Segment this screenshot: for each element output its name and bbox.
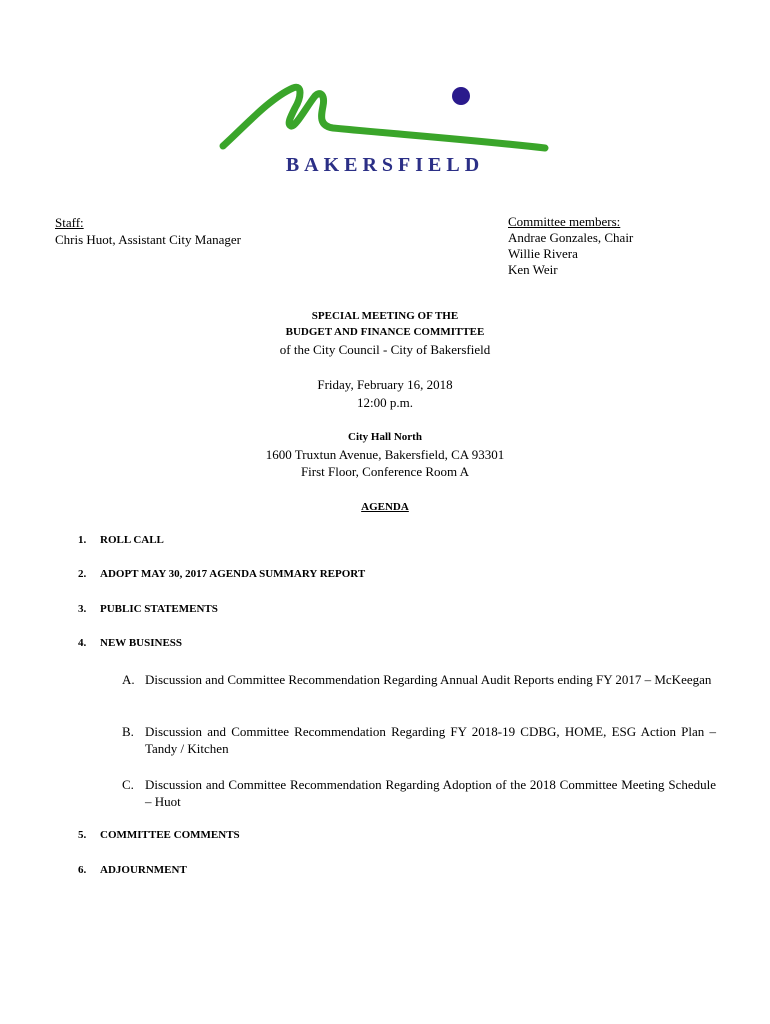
- staff-heading: Staff:: [55, 215, 84, 230]
- committee-member: Willie Rivera: [508, 246, 578, 261]
- agenda-item-public-statements: [78, 603, 218, 615]
- staff-block: [55, 214, 241, 248]
- new-business-item-b: [122, 723, 716, 757]
- sub-item-letter: A.: [122, 672, 135, 687]
- logo-swoosh-icon: [215, 78, 555, 158]
- sub-item-text: Discussion and Committee Recommendation Regarding FY 2018-19 CDBG, HOME, ESG Action Plan – Tandy / Kitchen: [145, 724, 716, 756]
- agenda-item-number: 6.: [78, 864, 87, 876]
- agenda-item-number: 2.: [78, 568, 87, 580]
- agenda-item-number: 5.: [78, 829, 87, 841]
- sub-item-text: Discussion and Committee Recommendation Regarding Annual Audit Reports ending FY 2017 – McKeegan: [145, 672, 712, 687]
- agenda-item-label: ADOPT MAY 30, 2017 AGENDA SUMMARY REPORT: [100, 568, 366, 580]
- agenda-heading: AGENDA: [361, 501, 409, 513]
- meeting-venue: City Hall North: [348, 431, 422, 443]
- agenda-item-new-business: [78, 637, 182, 649]
- meeting-time: 12:00 p.m.: [357, 395, 413, 410]
- committee-heading: Committee members:: [508, 214, 621, 229]
- new-business-item-a: [122, 671, 716, 688]
- agenda-item-adjournment: [78, 864, 187, 876]
- sub-item-letter: B.: [122, 724, 134, 739]
- meeting-title-line2: BUDGET AND FINANCE COMMITTEE: [285, 326, 485, 338]
- meeting-room: First Floor, Conference Room A: [300, 464, 470, 479]
- new-business-item-c: [122, 776, 716, 810]
- agenda-item-number: 4.: [78, 637, 87, 649]
- agenda-item-number: 1.: [78, 534, 87, 546]
- bakersfield-logo: [215, 78, 555, 178]
- staff-name: Chris Huot, Assistant City Manager: [55, 232, 241, 247]
- committee-members-block: [508, 214, 633, 278]
- agenda-item-number: 3.: [78, 603, 87, 615]
- agenda-item-label: PUBLIC STATEMENTS: [100, 603, 218, 615]
- committee-member: Andrae Gonzales, Chair: [508, 230, 634, 245]
- agenda-item-adopt-report: [78, 568, 365, 580]
- agenda-item-label: ROLL CALL: [100, 534, 164, 546]
- agenda-item-committee-comments: [78, 829, 240, 841]
- sub-item-letter: C.: [122, 777, 134, 792]
- agenda-item-label: NEW BUSINESS: [100, 637, 183, 649]
- logo-wordmark: BAKERSFIELD: [285, 154, 485, 176]
- agenda-item-label: ADJOURNMENT: [100, 864, 187, 876]
- meeting-title-line1: SPECIAL MEETING OF THE: [311, 310, 459, 322]
- meeting-subtitle: of the City Council - City of Bakersfield: [279, 342, 491, 357]
- sub-item-text: Discussion and Committee Recommendation Regarding Adoption of the 2018 Committee Meeting Schedule – Huot: [145, 777, 716, 809]
- agenda-item-label: COMMITTEE COMMENTS: [100, 829, 240, 841]
- committee-member: Ken Weir: [508, 262, 558, 277]
- meeting-date: Friday, February 16, 2018: [317, 377, 453, 392]
- agenda-item-roll-call: [78, 534, 164, 546]
- meeting-address: 1600 Truxtun Avenue, Bakersfield, CA 93301: [265, 447, 505, 462]
